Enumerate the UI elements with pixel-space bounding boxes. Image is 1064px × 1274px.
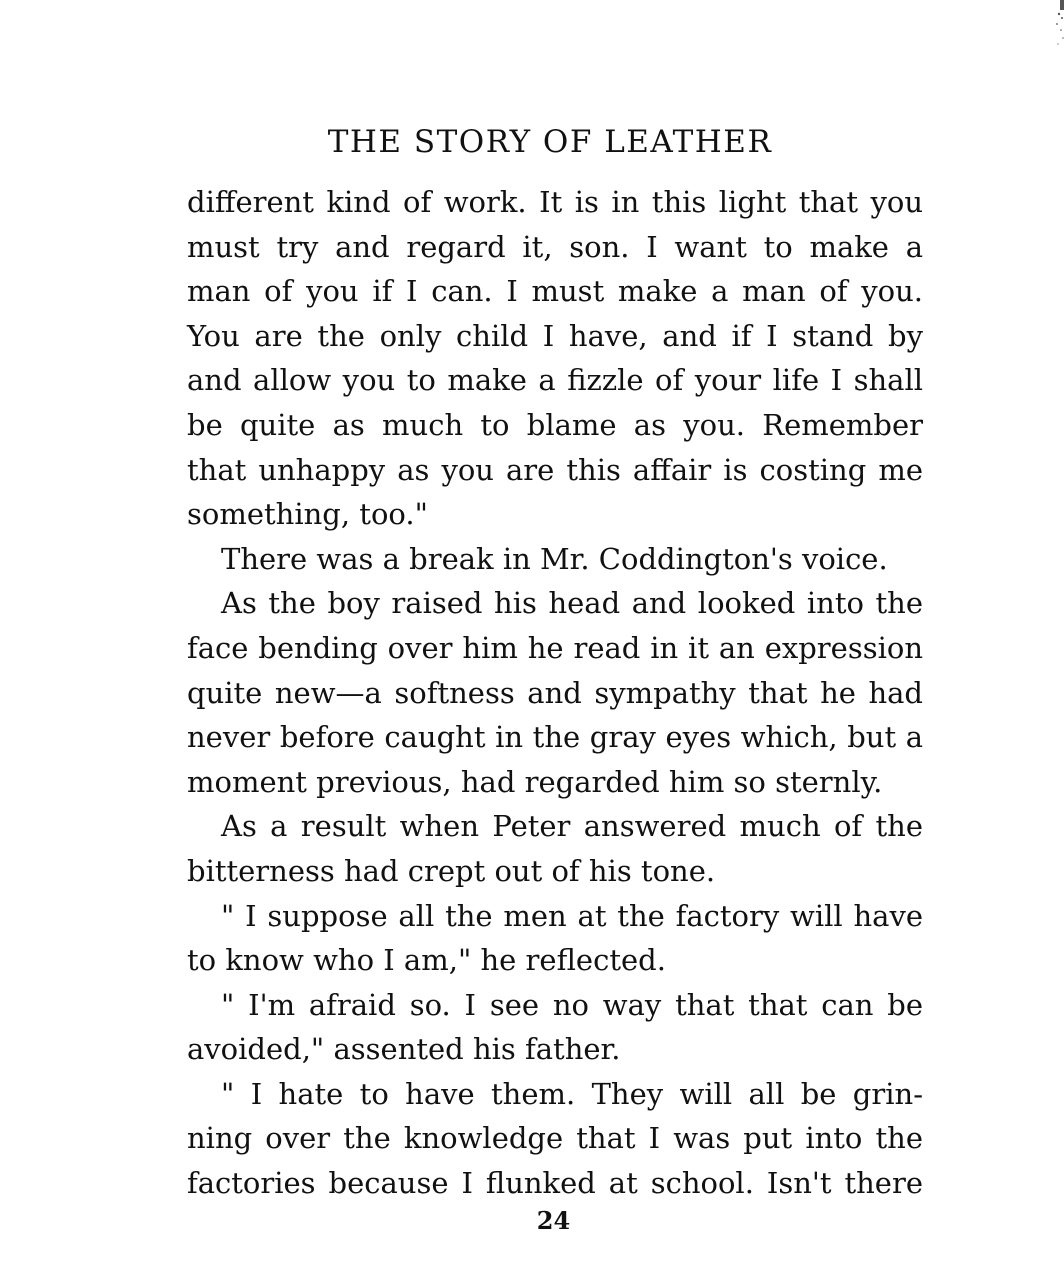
text-line: quite new—a softness and sympathy that he had (187, 675, 923, 710)
text-line: bitterness had crept out of his tone. (187, 853, 716, 888)
body-text (187, 180, 923, 1206)
text-line: must try and regard it, son. I want to make a (187, 229, 923, 264)
text-line: avoided," assented his father. (187, 1032, 621, 1067)
text-line: moment previous, had regarded him so sternly. (187, 764, 883, 799)
text-line: As the boy raised his head and looked into the (221, 586, 923, 621)
text-line: to know who I am," he reflected. (187, 943, 666, 978)
text-line: There was a break in Mr. Coddington's voice. (221, 541, 888, 576)
text-line: man of you if I can. I must make a man of you. (187, 274, 923, 309)
page-number: 24 (536, 1206, 571, 1235)
text-line: As a result when Peter answered much of the (221, 809, 923, 844)
text-line: " I'm afraid so. I see no way that that can be (221, 987, 923, 1022)
text-line: be quite as much to blame as you. Remember (187, 407, 923, 442)
text-line: and allow you to make a fizzle of your life I shall (187, 363, 923, 398)
text-line: You are the only child I have, and if I stand by (187, 318, 923, 353)
text-line: face bending over him he read in it an expression (187, 630, 923, 665)
text-line: never before caught in the gray eyes which, but a (187, 720, 923, 755)
text-line: different kind of work. It is in this light that you (187, 185, 923, 219)
text-line: " I suppose all the men at the factory will have (221, 898, 923, 933)
running-head: THE STORY OF LEATHER (327, 124, 773, 160)
ink-specks (1040, 0, 1064, 80)
text-line: factories because I flunked at school. Isn't there (187, 1166, 923, 1201)
text-line: that unhappy as you are this affair is costing me (187, 452, 923, 487)
text-line: " I hate to have them. They will all be grin- (221, 1076, 923, 1111)
text-line: ning over the knowledge that I was put into the (187, 1121, 923, 1156)
text-line: something, too." (187, 497, 428, 532)
